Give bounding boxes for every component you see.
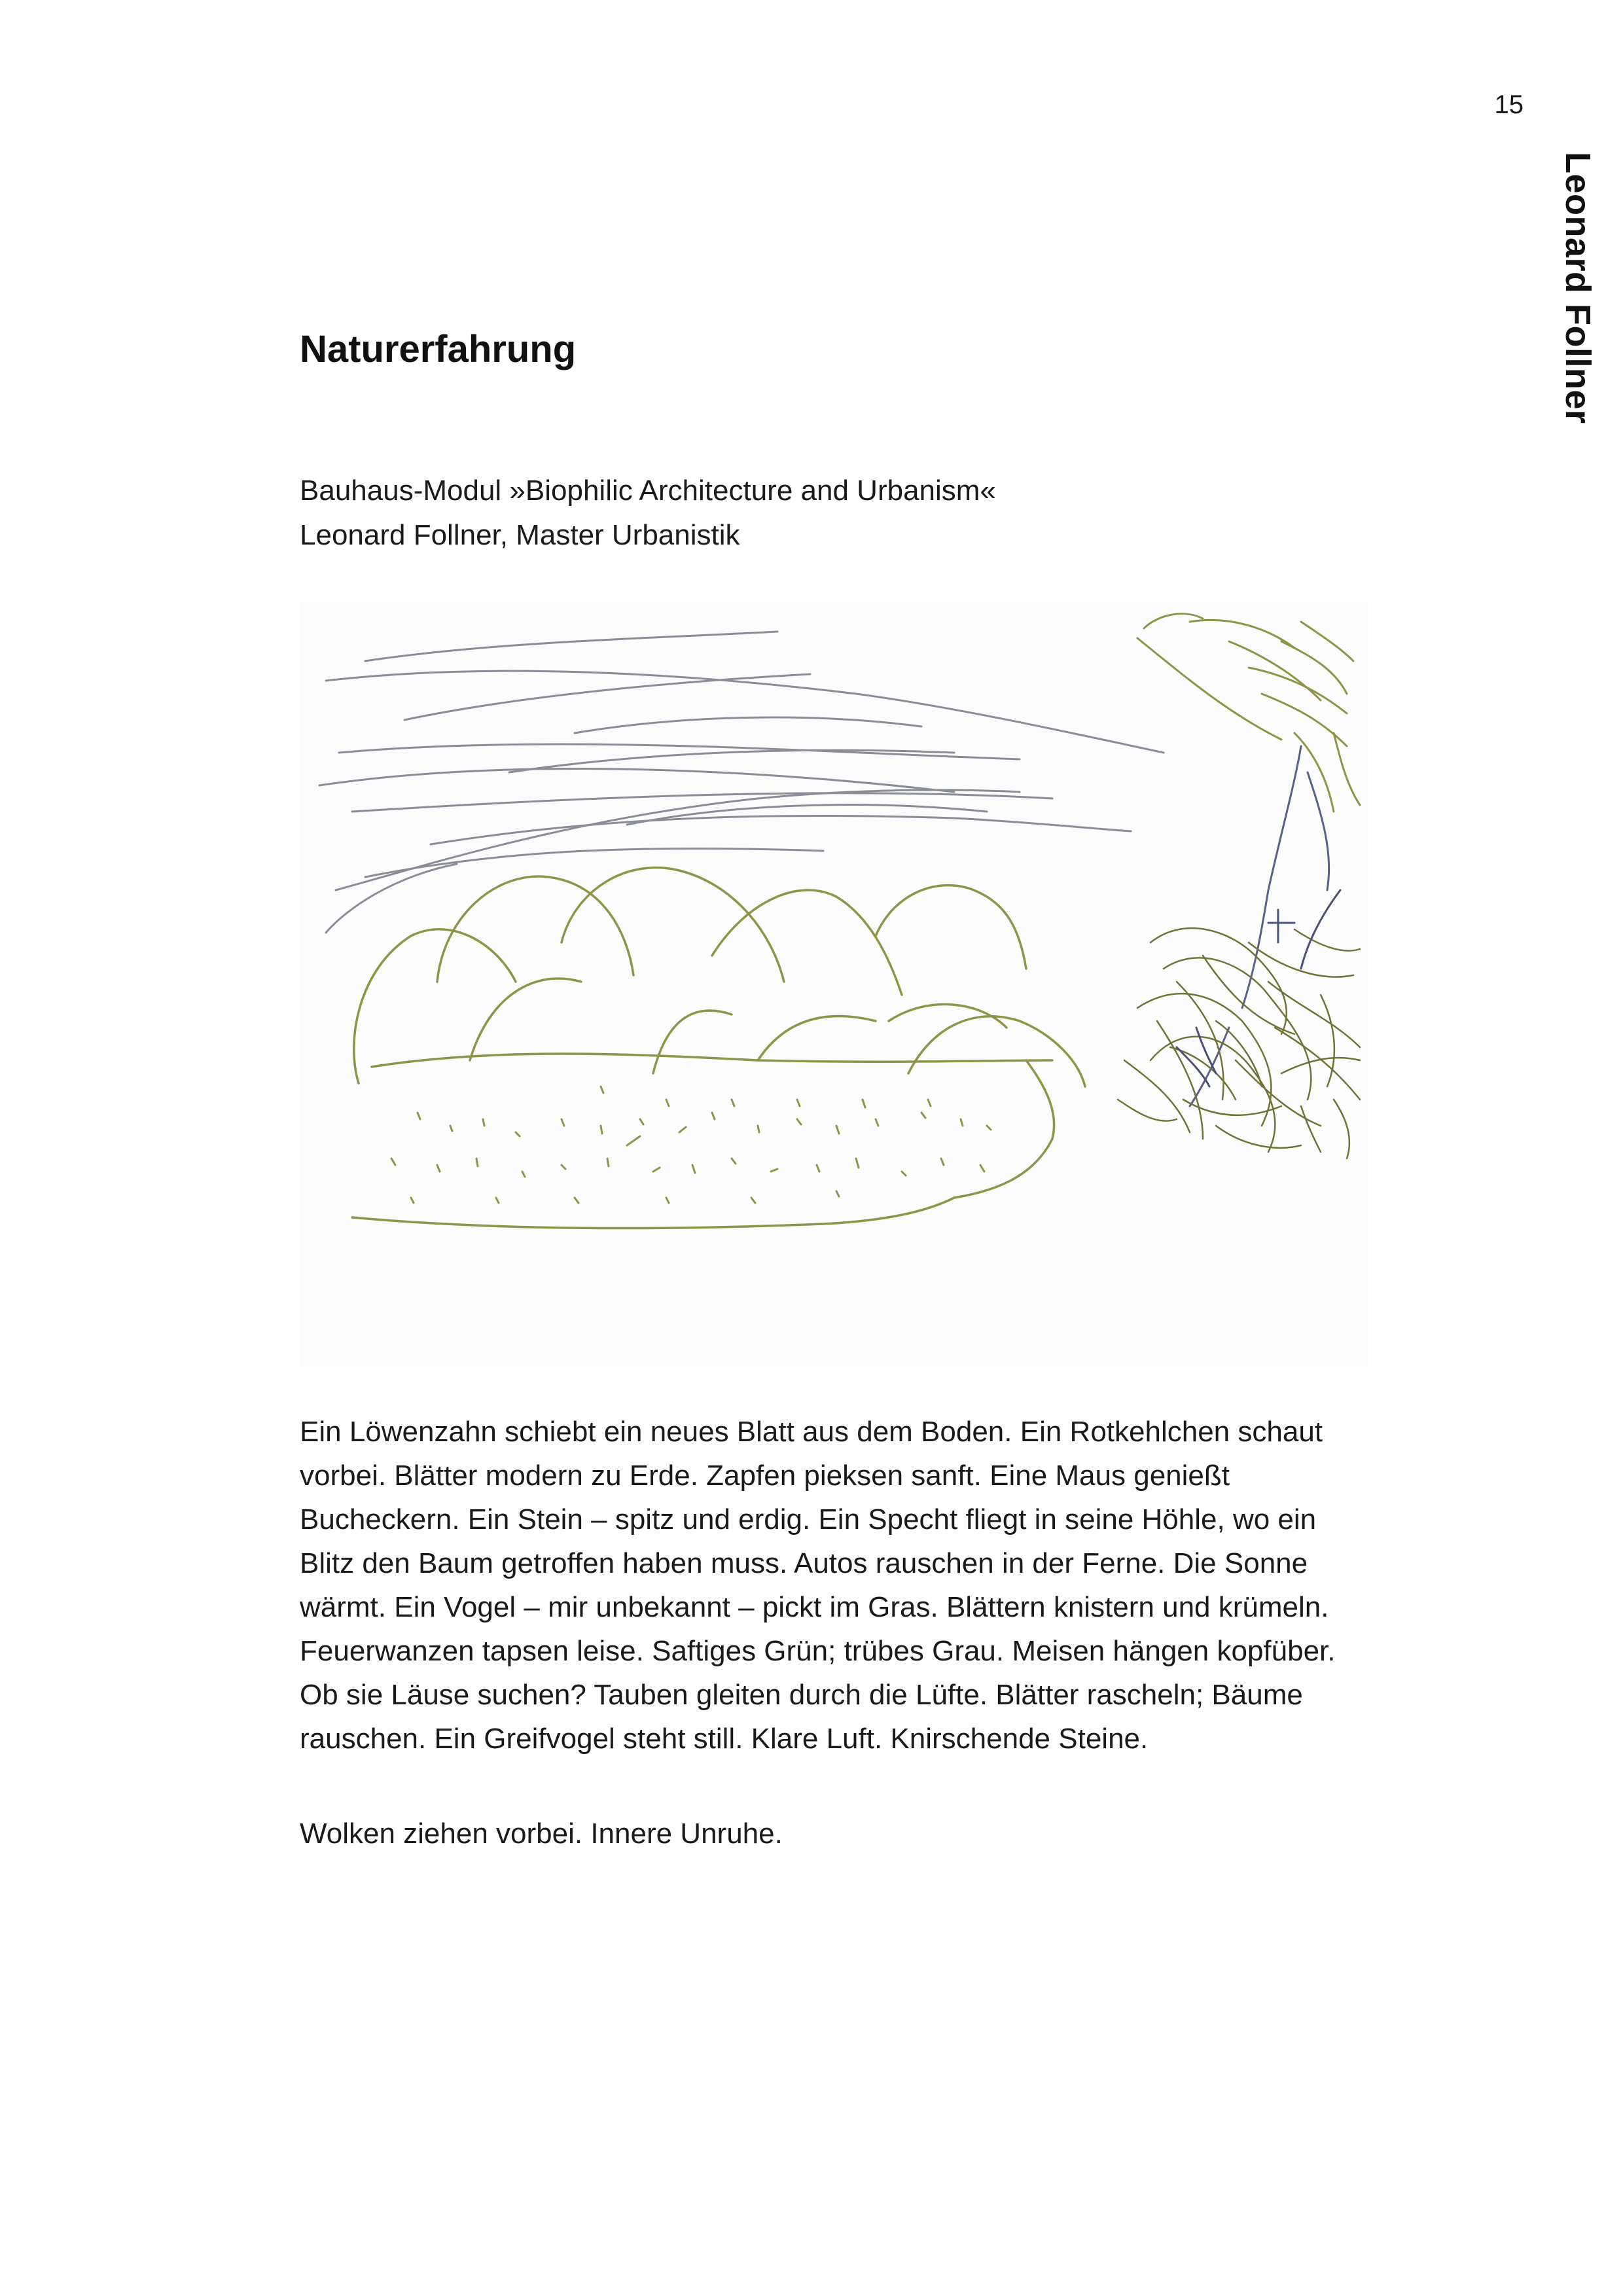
nature-sketch [300, 602, 1368, 1367]
page-number: 15 [1494, 90, 1524, 119]
closing-line: Wolken ziehen vorbei. Innere Unruhe. [300, 1818, 783, 1850]
running-header-author: Leonard Follner [1558, 152, 1597, 424]
article-subtitle [300, 469, 996, 558]
sketch-drawing [300, 602, 1368, 1367]
article-title: Naturerfahrung [300, 328, 577, 370]
body-paragraph: Ein Löwenzahn schiebt ein neues Blatt aus dem Boden. Ein Rotkehlchen schaut vorbei. Blätter modern zu Erde. Zapfen pieksen sanft. Eine Maus genießt Bucheckern. Ein Stein – spitz und erdig. Ein Specht fliegt in seine Höhle, wo ein Blitz den Baum getroffen haben muss. Autos rauschen in der Ferne. Die Sonne wärmt. Ein Vogel – mir unbekannt – pickt im Gras. Blättern knistern und krümeln. Feuerwanzen tapsen leise. Saftiges Grün; trübes Grau. Meisen hängen kopfüber. Ob sie Läuse suchen? Tauben gleiten durch die Lüfte. Blätter rascheln; Bäume rauschen. Ein Greifvogel steht still. Klare Luft. Knirschende Steine. [300, 1416, 1336, 1755]
module-line: Bauhaus-Modul »Biophilic Architecture and Urbanism« [300, 475, 996, 507]
author-line: Leonard Follner, Master Urbanistik [300, 519, 740, 551]
